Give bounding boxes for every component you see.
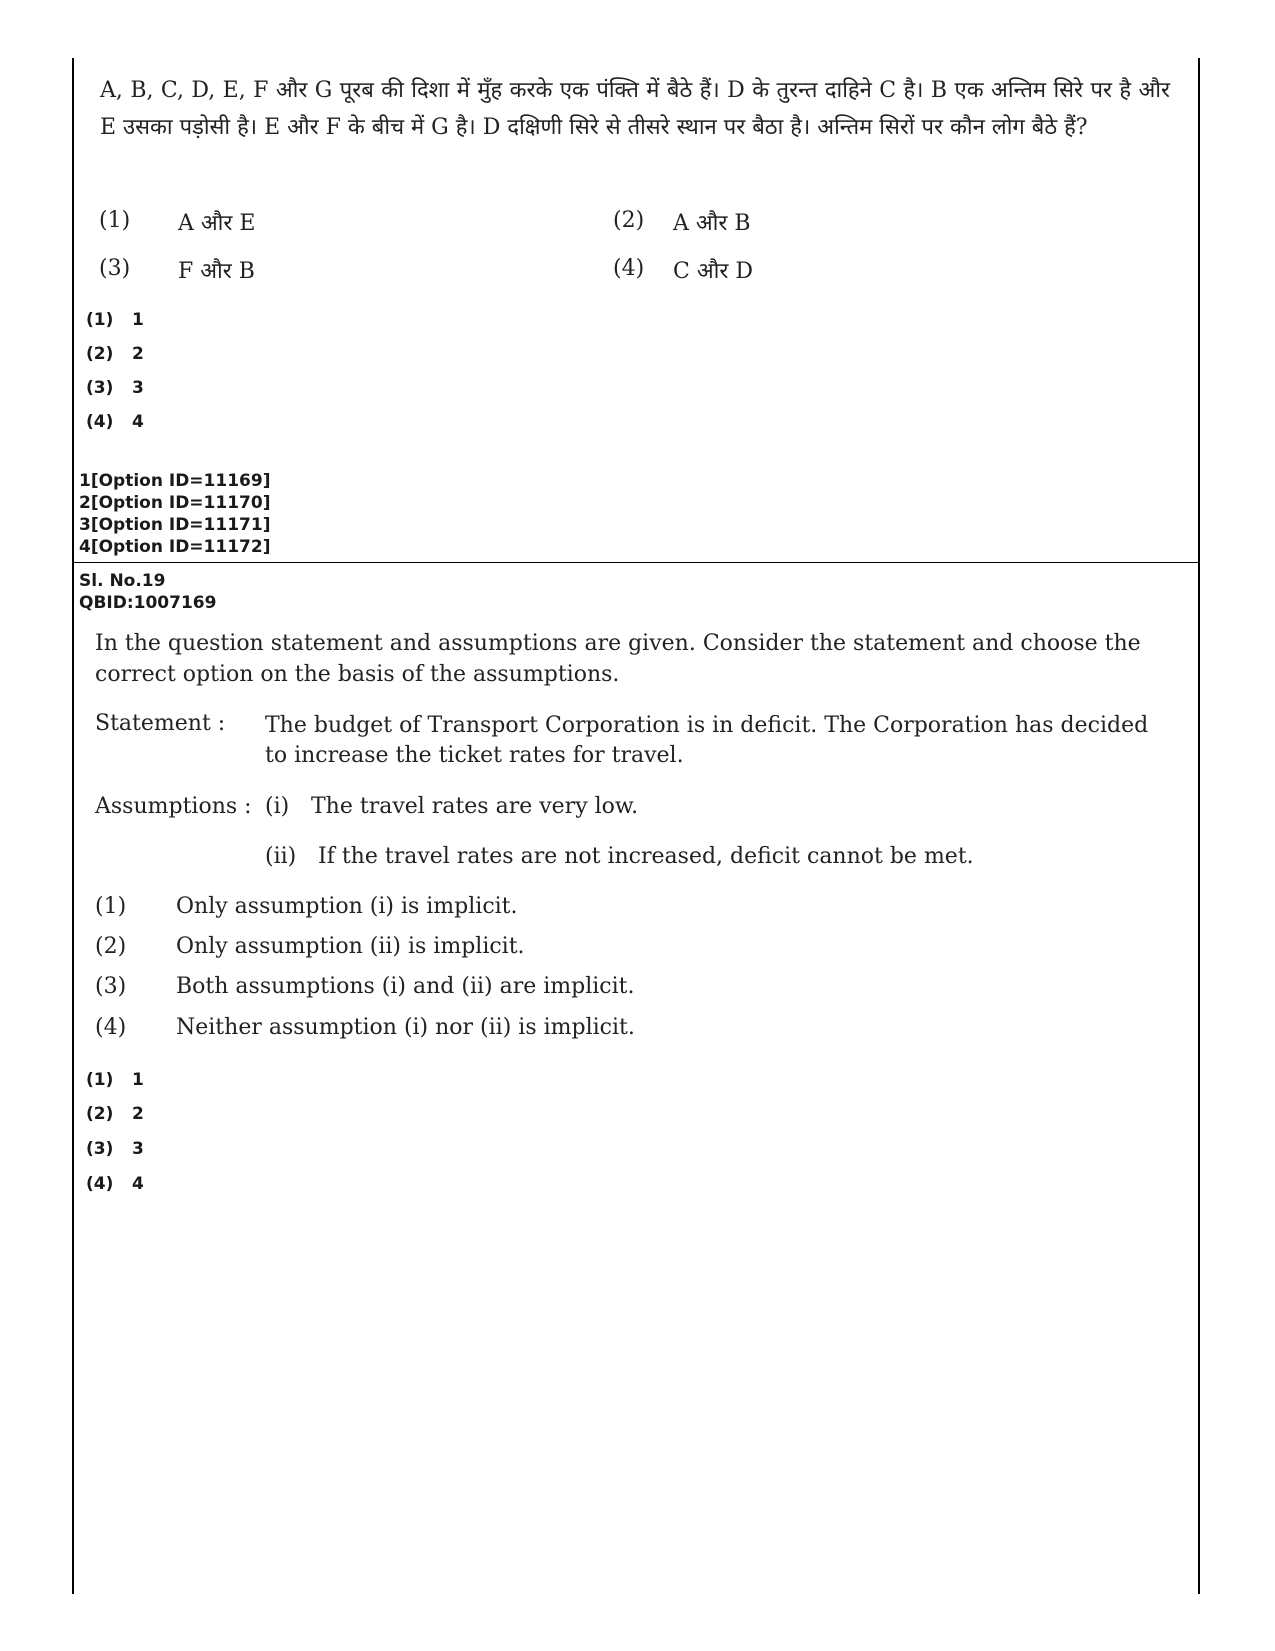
assumption-text: The travel rates are very low.	[311, 794, 639, 819]
answer-number: (1)	[86, 1070, 114, 1090]
option-id: 3[Option ID=11171]	[79, 515, 271, 535]
q19-meta	[79, 570, 216, 614]
q18-option-number: (3)	[99, 256, 131, 281]
q19-option-text: Both assumptions (i) and (ii) are implicit.	[176, 974, 635, 999]
q18-option-number: (2)	[613, 208, 645, 233]
q18-option-text: A और B	[673, 211, 751, 236]
q18-option-number: (4)	[613, 256, 645, 281]
q18-answer-choice[interactable]	[86, 378, 144, 398]
q18-option-number: (1)	[99, 208, 131, 233]
answer-value: 4	[132, 1174, 144, 1194]
answer-value: 3	[132, 1139, 144, 1159]
statement-label: Statement :	[95, 711, 226, 736]
option-id: 1[Option ID=11169]	[79, 471, 271, 491]
question-bank-id: QBID:1007169	[79, 593, 217, 613]
q19-option-number: (2)	[95, 934, 127, 959]
q19-answer-choice[interactable]	[86, 1070, 144, 1090]
q18-answer-choice[interactable]	[86, 310, 144, 330]
q19-option-number: (3)	[95, 974, 127, 999]
q19-option-text: Only assumption (i) is implicit.	[176, 894, 518, 919]
answer-number: (1)	[86, 310, 114, 330]
answer-number: (3)	[86, 1139, 114, 1159]
q18-option-text: C और D	[673, 259, 753, 284]
q19-option-text: Only assumption (ii) is implicit.	[176, 934, 525, 959]
q19-option-number: (1)	[95, 894, 127, 919]
assumption-number: (ii)	[265, 844, 297, 869]
serial-number: Sl. No.19	[79, 571, 166, 591]
q18-option-text: F और B	[178, 259, 255, 284]
q18-answer-choice[interactable]	[86, 412, 144, 432]
answer-value: 1	[132, 310, 144, 330]
answer-value: 4	[132, 412, 144, 432]
answer-number: (4)	[86, 1174, 114, 1194]
q19-option-text: Neither assumption (i) nor (ii) is implicit.	[176, 1015, 635, 1040]
q18-option-text: A और E	[178, 211, 256, 236]
statement-text: The budget of Transport Corporation is in deficit. The Corporation has decided to increase the ticket rates for travel.	[265, 713, 1149, 768]
answer-number: (4)	[86, 412, 114, 432]
option-id: 2[Option ID=11170]	[79, 493, 271, 513]
q19-answer-choice[interactable]	[86, 1139, 144, 1159]
answer-number: (2)	[86, 1104, 114, 1124]
q18-question-text: A, B, C, D, E, F और G पूरब की दिशा में मुँह करके एक पंक्ति में बैठे हैं। D के तुरन्त दाहिने C है। B एक अन्तिम सिरे पर है और E उसका पड़ोसी है। E और F के बीच में G है। D दक्षिणी सिरे से तीसरे स्थान पर बैठा है। अन्तिम सिरों पर कौन लोग बैठे हैं?	[100, 78, 1170, 140]
q18-option-ids	[79, 470, 270, 558]
answer-number: (2)	[86, 344, 114, 364]
assumptions-label: Assumptions :	[95, 794, 252, 819]
assumption-text: If the travel rates are not increased, deficit cannot be met.	[318, 844, 974, 869]
option-id: 4[Option ID=11172]	[79, 537, 271, 557]
q19-answer-choice[interactable]	[86, 1104, 144, 1124]
answer-value: 1	[132, 1070, 144, 1090]
q19-answer-choice[interactable]	[86, 1174, 144, 1194]
q18-answer-choice[interactable]	[86, 344, 144, 364]
answer-value: 2	[132, 1104, 144, 1124]
page-border	[72, 58, 1200, 1594]
q19-option-number: (4)	[95, 1015, 127, 1040]
answer-value: 2	[132, 344, 144, 364]
question-divider	[73, 562, 1199, 563]
assumption-number: (i)	[265, 794, 290, 819]
answer-number: (3)	[86, 378, 114, 398]
answer-value: 3	[132, 378, 144, 398]
q19-question-intro: In the question statement and assumptions are given. Consider the statement and choose the correct option on the basis of the assumptions.	[95, 631, 1141, 687]
